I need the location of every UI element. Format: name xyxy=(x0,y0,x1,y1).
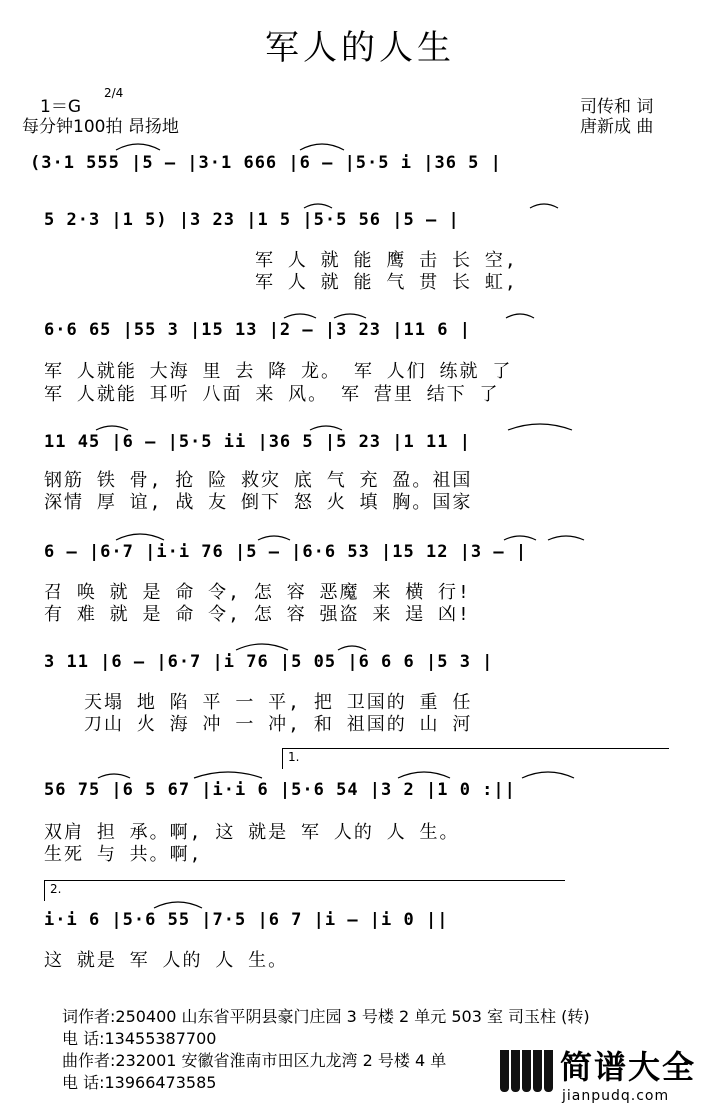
tie-11 xyxy=(548,536,584,540)
time-signature: 2/4 xyxy=(104,86,124,100)
system-6-lyric-verse-2: 刀山 火 海 冲 一 冲, 和 祖国的 山 河 xyxy=(84,714,473,735)
tie-2 xyxy=(530,204,558,208)
tie-1 xyxy=(304,204,332,208)
tie-8 xyxy=(508,424,572,430)
system-5-notes: 6 – |6·7 |i·i 76 |5 – |6·6 53 |15 12 |3 – | xyxy=(44,542,528,562)
system-5-lyric-verse-2: 有 难 就 是 命 令, 怎 容 强盗 来 逞 凶! xyxy=(44,604,471,625)
watermark-logo xyxy=(490,1040,720,1113)
volta-1-label: 1. xyxy=(288,750,300,764)
key-signature: 1＝G xyxy=(40,97,81,117)
tie-5 xyxy=(506,314,534,318)
system-6-notes: 3 11 |6 – |6·7 |i 76 |5 05 |6 6 6 |5 3 | xyxy=(44,652,494,672)
system-8-notes: i·i 6 |5·6 55 |7·5 |6 7 |i – |i 0 || xyxy=(44,910,449,930)
system-2-lyric-verse-1: 军 人 就 能 鹰 击 长 空, xyxy=(255,250,518,271)
watermark-site-name: 简谱大全 xyxy=(560,1048,697,1086)
system-7-lyric-verse-1: 双肩 担 承。啊, 这 就是 军 人的 人 生。 xyxy=(44,822,460,843)
system-3-lyric-verse-2: 军 人就能 耳听 八面 来 风。 军 营里 结下 了 xyxy=(44,384,500,405)
system-4-lyric-verse-1: 钢筋 铁 骨, 抢 险 救灾 底 气 充 盈。祖国 xyxy=(44,470,473,491)
watermark-url: jianpudq.com xyxy=(562,1088,670,1104)
slur-5 xyxy=(522,772,574,778)
system-8-lyric-verse-1: 这 就是 军 人的 人 生。 xyxy=(44,950,289,971)
system-3-notes: 6·6 65 |55 3 |15 13 |2 – |3 23 |11 6 | xyxy=(44,320,471,340)
tie-6 xyxy=(96,426,128,430)
system-2-notes: 5 2·3 |1 5) |3 23 |1 5 |5·5 56 |5 – | xyxy=(44,210,460,230)
slur-6 xyxy=(154,902,202,908)
system-5-lyric-verse-1: 召 唤 就 是 命 令, 怎 容 恶魔 来 横 行! xyxy=(44,582,471,603)
lyricist-address: 词作者:250400 山东省平阴县豪门庄园 3 号楼 2 单元 503 室 司玉柱 (转) xyxy=(62,1007,590,1026)
tie-3 xyxy=(284,314,316,318)
tie-13 xyxy=(98,774,130,778)
system-6-lyric-verse-1: 天塌 地 陷 平 一 平, 把 卫国的 重 任 xyxy=(84,692,473,713)
piano-keys-icon xyxy=(500,1050,553,1092)
triplet-bracket-2 xyxy=(300,144,344,150)
system-3-lyric-verse-1: 军 人就能 大海 里 去 降 龙。 军 人们 练就 了 xyxy=(44,361,513,382)
composer-address: 曲作者:232001 安徽省淮南市田区九龙湾 2 号楼 4 单 xyxy=(62,1051,447,1070)
triplet-bracket-1 xyxy=(116,144,160,150)
system-4-lyric-verse-2: 深情 厚 谊, 战 友 倒下 怒 火 填 胸。国家 xyxy=(44,492,473,513)
slur-1 xyxy=(116,534,164,540)
system-1-notes: (3·1 555 |5 – |3·1 666 |6 – |5·5 i |36 5 | xyxy=(30,153,502,173)
system-4-notes: 11 45 |6 – |5·5 ii |36 5 |5 23 |1 11 | xyxy=(44,432,471,452)
tempo-marking: 每分钟100拍 昂扬地 xyxy=(22,117,179,137)
slur-4 xyxy=(398,772,450,778)
system-7-lyric-verse-2: 生死 与 共。啊, xyxy=(44,844,203,865)
lyricist-credit: 司传和 词 xyxy=(580,97,654,117)
song-title: 军人的人生 xyxy=(265,28,455,68)
composer-credit: 唐新成 曲 xyxy=(580,117,654,137)
slur-3 xyxy=(194,772,262,778)
tie-4 xyxy=(334,314,366,318)
volta-2-label: 2. xyxy=(50,882,62,896)
tie-9 xyxy=(258,536,290,540)
system-7-notes: 56 75 |6 5 67 |i·i 6 |5·6 54 |3 2 |1 0 :|| xyxy=(44,780,516,800)
tie-10 xyxy=(504,536,536,540)
tie-12 xyxy=(338,646,366,650)
composer-phone: 电 话:13966473585 xyxy=(62,1073,217,1092)
slur-2 xyxy=(236,644,288,650)
system-2-lyric-verse-2: 军 人 就 能 气 贯 长 虹, xyxy=(255,272,518,293)
tie-7 xyxy=(310,426,342,430)
lyricist-phone: 电 话:13455387700 xyxy=(62,1029,217,1048)
